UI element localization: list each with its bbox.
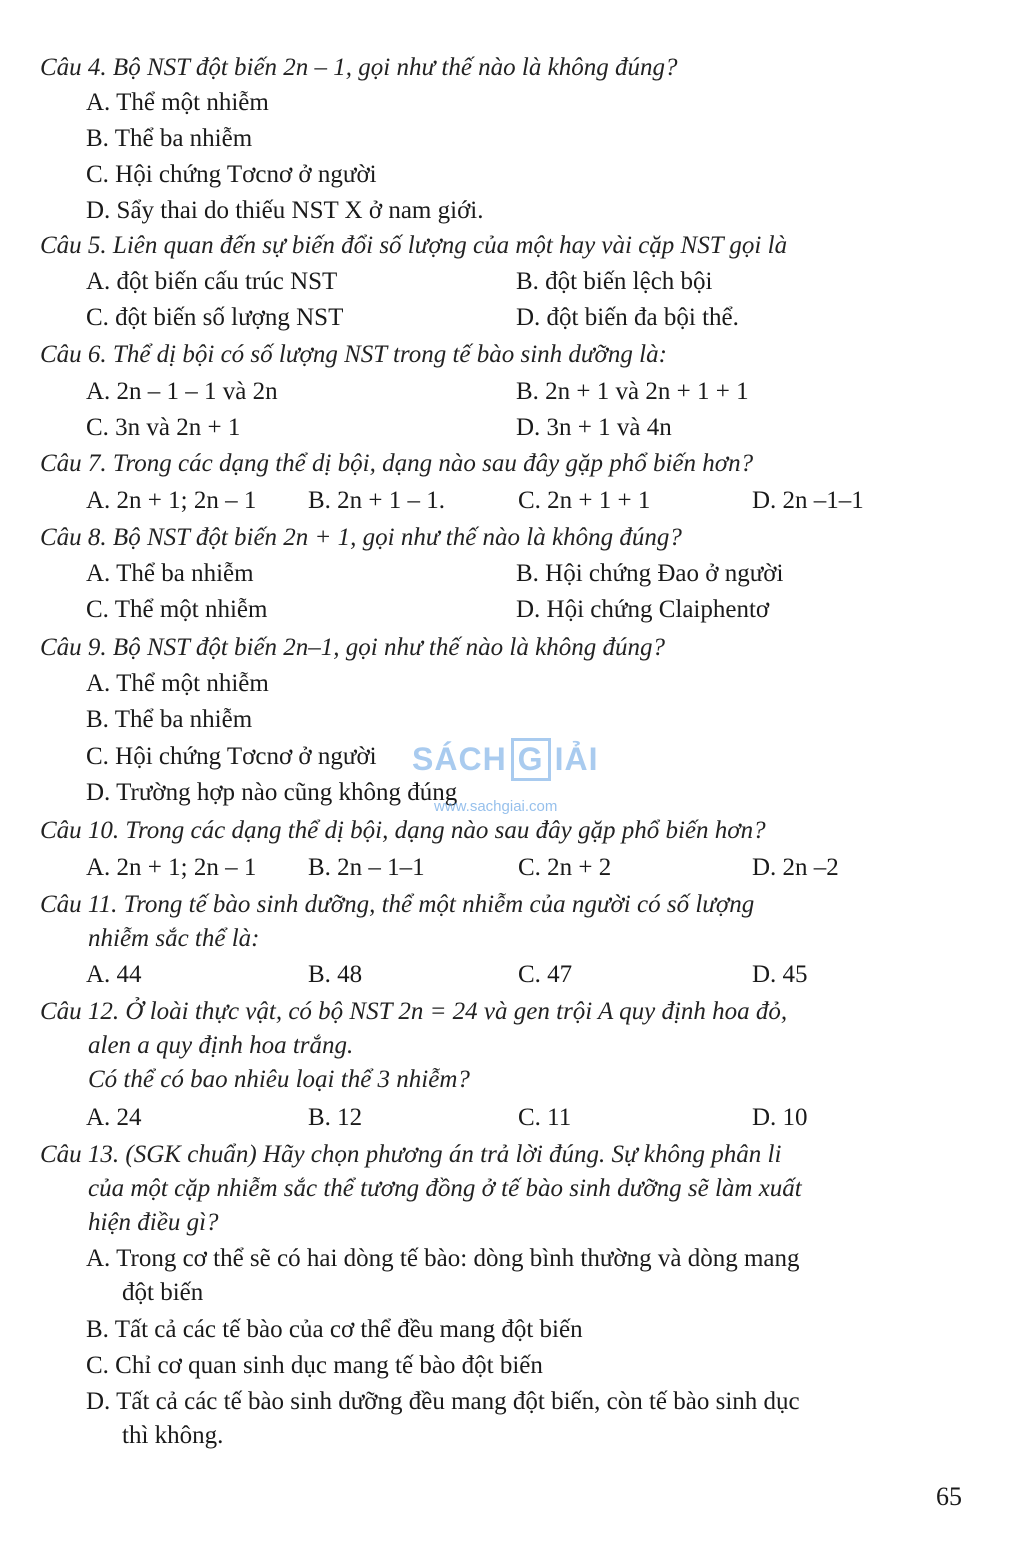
question-13-option-a-line-1: A. Trong cơ thể sẽ có hai dòng tế bào: dòng bình thường và dòng mang xyxy=(86,1245,800,1272)
watermark-text-right: IẢI xyxy=(554,741,599,777)
question-13-option-d-line-1: D. Tất cả các tế bào sinh dưỡng đều mang đột biến, còn tế bào sinh dục xyxy=(86,1388,800,1415)
question-12-stem-line-3: Có thể có bao nhiêu loại thể 3 nhiễm? xyxy=(88,1066,470,1093)
question-13-stem-line-1: Câu 13. (SGK chuẩn) Hãy chọn phương án trả lời đúng. Sự không phân li xyxy=(40,1141,782,1168)
question-13-stem xyxy=(40,1138,966,1240)
page-number: 65 xyxy=(936,1482,962,1511)
question-13-option-a xyxy=(86,1242,966,1310)
question-12-option-c: C. 11 xyxy=(518,1104,572,1131)
question-10-stem: Câu 10. Trong các dạng thể dị bội, dạng nào sau đây gặp phổ biến hơn? xyxy=(40,817,766,844)
question-13-stem-line-2: của một cặp nhiễm sắc thể tương đồng ở tế bào sinh dưỡng sẽ làm xuất xyxy=(88,1175,802,1202)
question-12-option-d: D. 10 xyxy=(752,1104,808,1131)
question-13-option-d-line-2: thì không. xyxy=(122,1422,224,1449)
question-8-option-d: D. Hội chứng Claiphentơ xyxy=(516,596,770,623)
question-8-option-c: C. Thể một nhiễm xyxy=(86,596,268,623)
question-6-option-c: C. 3n và 2n + 1 xyxy=(86,414,241,441)
question-11-option-b: B. 48 xyxy=(308,961,363,988)
question-7-stem: Câu 7. Trong các dạng thể dị bội, dạng nào sau đây gặp phổ biến hơn? xyxy=(40,450,754,477)
question-11-stem xyxy=(40,888,966,956)
question-7-option-c: C. 2n + 1 + 1 xyxy=(518,487,651,514)
question-13-option-d xyxy=(86,1385,966,1453)
question-4-option-b: B. Thể ba nhiễm xyxy=(86,125,253,152)
question-5-option-d: D. đột biến đa bội thể. xyxy=(516,304,739,331)
question-4-option-d: D. Sẩy thai do thiếu NST X ở nam giới. xyxy=(86,197,484,224)
question-8-option-b: B. Hội chứng Đao ở người xyxy=(516,560,784,587)
question-12-stem xyxy=(40,995,966,1097)
question-9-option-a: A. Thể một nhiễm xyxy=(86,670,269,697)
question-7-option-d: D. 2n –1–1 xyxy=(752,487,864,514)
question-5-option-b: B. đột biến lệch bội xyxy=(516,268,713,295)
question-6-option-a: A. 2n – 1 – 1 và 2n xyxy=(86,378,278,405)
question-11-option-c: C. 47 xyxy=(518,961,573,988)
question-9-option-c: C. Hội chứng Tơcnơ ở người xyxy=(86,743,377,770)
question-11-option-a: A. 44 xyxy=(86,961,142,988)
question-6-option-d: D. 3n + 1 và 4n xyxy=(516,414,672,441)
question-9-option-d: D. Trường hợp nào cũng không đúng xyxy=(86,779,458,806)
question-4-option-a: A. Thể một nhiễm xyxy=(86,89,269,116)
watermark-text-mid: G xyxy=(517,741,544,777)
question-5-stem: Câu 5. Liên quan đến sự biến đổi số lượng của một hay vài cặp NST gọi là xyxy=(40,232,788,259)
question-13-stem-line-3: hiện điều gì? xyxy=(88,1209,219,1236)
question-7-option-b: B. 2n + 1 – 1. xyxy=(308,487,446,514)
question-9-option-b: B. Thể ba nhiễm xyxy=(86,706,253,733)
question-13-option-c: C. Chỉ cơ quan sinh dục mang tế bào đột biến xyxy=(86,1352,543,1379)
question-11-option-d: D. 45 xyxy=(752,961,808,988)
question-12-option-b: B. 12 xyxy=(308,1104,363,1131)
question-13-option-b: B. Tất cả các tế bào của cơ thể đều mang đột biến xyxy=(86,1316,583,1343)
question-10-option-d: D. 2n –2 xyxy=(752,854,839,881)
question-6-option-b: B. 2n + 1 và 2n + 1 + 1 xyxy=(516,378,749,405)
question-9-stem: Câu 9. Bộ NST đột biến 2n–1, gọi như thế nào là không đúng? xyxy=(40,634,665,661)
question-4-option-c: C. Hội chứng Tơcnơ ở người xyxy=(86,161,377,188)
question-10-option-b: B. 2n – 1–1 xyxy=(308,854,425,881)
question-12-option-a: A. 24 xyxy=(86,1104,142,1131)
question-4-stem: Câu 4. Bộ NST đột biến 2n – 1, gọi như thế nào là không đúng? xyxy=(40,54,678,81)
question-13-option-a-line-2: đột biến xyxy=(122,1279,204,1306)
question-8-stem: Câu 8. Bộ NST đột biến 2n + 1, gọi như thế nào là không đúng? xyxy=(40,524,682,551)
question-5-option-c: C. đột biến số lượng NST xyxy=(86,304,344,331)
question-8-option-a: A. Thể ba nhiễm xyxy=(86,560,254,587)
question-5-option-a: A. đột biến cấu trúc NST xyxy=(86,268,338,295)
watermark-text-left: SÁCH xyxy=(412,741,507,777)
watermark-url: www.sachgiai.com xyxy=(434,798,558,815)
question-11-stem-line-2: nhiễm sắc thể là: xyxy=(88,925,260,952)
question-10-option-a: A. 2n + 1; 2n – 1 xyxy=(86,854,257,881)
question-10-option-c: C. 2n + 2 xyxy=(518,854,612,881)
question-7-option-a: A. 2n + 1; 2n – 1 xyxy=(86,487,257,514)
question-6-stem: Câu 6. Thể dị bội có số lượng NST trong tế bào sinh dưỡng là: xyxy=(40,341,667,368)
watermark-box xyxy=(511,738,551,781)
question-11-stem-line-1: Câu 11. Trong tế bào sinh dưỡng, thể một nhiễm của người có số lượng xyxy=(40,891,755,918)
question-12-stem-line-1: Câu 12. Ở loài thực vật, có bộ NST 2n = 24 và gen trội A quy định hoa đỏ, xyxy=(40,998,788,1025)
question-12-stem-line-2: alen a quy định hoa trắng. xyxy=(88,1032,354,1059)
